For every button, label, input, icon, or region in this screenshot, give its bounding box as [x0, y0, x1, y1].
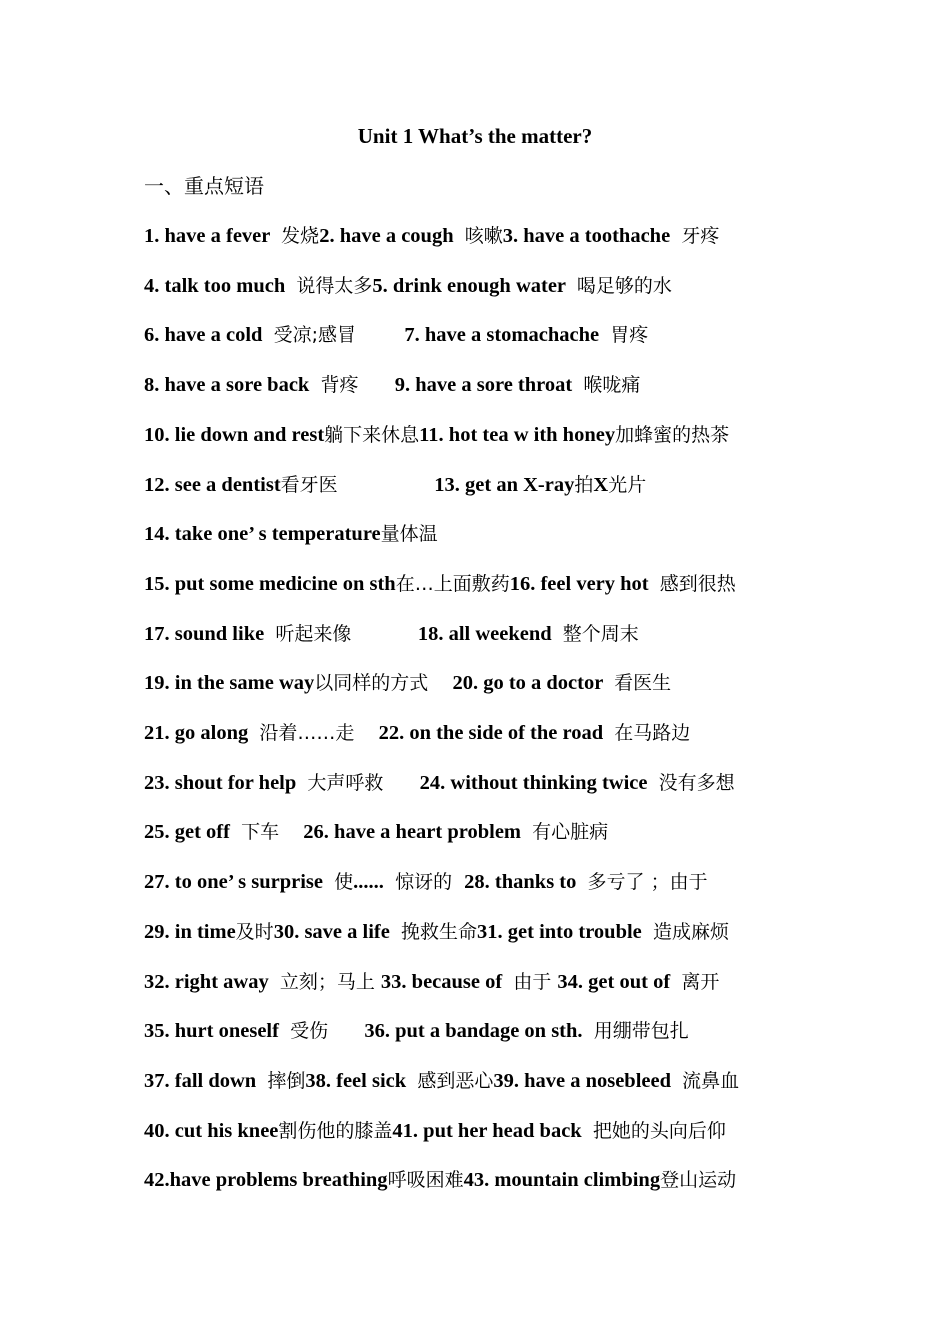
phrase-line: [144, 668, 671, 698]
phrase-chinese: 感到很热: [653, 572, 736, 595]
phrase-chinese: 感到恶心: [411, 1069, 494, 1092]
phrase-english: 18. all weekend: [417, 622, 557, 645]
phrase-english: 23. shout for help: [144, 771, 302, 794]
phrase-english: 8. have a sore back: [144, 374, 315, 397]
phrase-chinese: 离开: [675, 970, 720, 993]
phrase-chinese: 使: [328, 871, 354, 894]
phrase-line: [144, 867, 708, 897]
phrase-english: 22. on the side of the road: [378, 722, 609, 744]
phrase-line: [144, 768, 735, 798]
phrase-chinese: 看医生: [608, 672, 672, 695]
phrase-english: 36. put a bandage on sth.: [364, 1020, 588, 1043]
phrase-english: 14. take one’ s temperature: [144, 523, 381, 546]
phrase-chinese: 用绷带包扎: [587, 1020, 689, 1043]
phrase-english: 17. sound like: [144, 622, 270, 645]
phrase-english: ......: [353, 871, 390, 894]
phrase-chinese: 造成麻烦: [646, 920, 729, 943]
phrase-chinese: 登山运动: [660, 1169, 737, 1192]
phrase-chinese: 割伤他的膝盖: [278, 1119, 393, 1142]
phrase-chinese: 躺下来休息: [324, 423, 420, 446]
phrase-english: 37. fall down: [144, 1069, 262, 1092]
phrase-line: [144, 718, 690, 748]
phrase-english: 25. get off: [144, 821, 236, 844]
phrase-english: 34. get out of: [557, 970, 676, 993]
phrase-chinese: 喉咙痛: [577, 374, 641, 397]
phrase-chinese: 说得太多: [290, 274, 373, 297]
phrase-english: X: [593, 473, 609, 496]
phrase-chinese: 咳嗽: [458, 225, 503, 247]
phrase-english: 11. hot tea w ith honey: [419, 423, 616, 446]
phrase-line: [144, 519, 438, 549]
phrase-english: 29. in time: [144, 920, 236, 943]
phrase-chinese: 喝足够的水: [570, 274, 672, 297]
phrase-line: [144, 569, 736, 599]
phrase-chinese: 受伤: [284, 1020, 365, 1043]
phrase-line: [144, 1066, 739, 1096]
phrase-english: 16. feel very hot: [509, 572, 654, 595]
phrase-line: [144, 320, 648, 350]
phrase-chinese: 流鼻血: [676, 1069, 740, 1092]
section-heading: 一、重点短语: [144, 174, 264, 198]
phrase-english: 6. have a cold: [144, 324, 268, 347]
phrase-chinese: 胃疼: [604, 324, 649, 347]
phrase-chinese: 及时: [235, 920, 274, 943]
phrase-chinese: 发烧: [275, 225, 320, 247]
phrase-english: 19. in the same way: [144, 672, 315, 695]
phrase-chinese: 摔倒: [261, 1069, 306, 1092]
phrase-english: 33. because of: [380, 970, 508, 993]
phrase-english: 1. have a fever: [144, 225, 276, 247]
phrase-english: 43. mountain climbing: [463, 1169, 661, 1192]
phrase-chinese: 在…上面敷药: [395, 572, 510, 595]
phrase-chinese: 大声呼救: [301, 771, 420, 794]
phrase-line: [144, 420, 729, 450]
phrase-line: [144, 917, 729, 947]
phrase-english: 12. see a dentist: [144, 473, 281, 496]
phrase-chinese: 立刻；马上: [273, 970, 381, 993]
phrase-chinese: 牙疼: [675, 225, 720, 247]
phrase-line: [144, 619, 639, 649]
phrase-line: [144, 470, 646, 500]
phrase-english: 4. talk too much: [144, 274, 291, 297]
phrase-english: 2. have a cough: [319, 225, 459, 247]
phrase-chinese: 光片: [608, 473, 647, 496]
phrase-line: [144, 221, 719, 251]
phrase-line: [144, 1016, 689, 1046]
phrase-chinese: 背疼: [314, 374, 395, 397]
phrase-english: 15. put some medicine on sth: [144, 572, 396, 595]
phrase-english: 9. have a sore throat: [394, 374, 578, 397]
phrase-chinese: 拍: [574, 473, 594, 496]
phrase-chinese: 把她的头向后仰: [586, 1119, 726, 1142]
phrase-chinese: 有心脏病: [526, 821, 609, 844]
phrase-chinese: 多亏了 ；由于: [581, 871, 708, 894]
phrase-english: 41. put her head back: [392, 1119, 587, 1142]
phrase-line: [144, 817, 608, 847]
phrase-english: 13. get an X-ray: [434, 473, 575, 496]
phrase-english: 10. lie down and rest: [144, 423, 325, 446]
phrase-english: 24. without thinking twice: [419, 771, 653, 794]
page-title: Unit 1 What’s the matter?: [357, 124, 593, 148]
phrase-english: 3. have a toothache: [502, 225, 676, 247]
phrase-english: 32. right away: [144, 970, 274, 993]
phrase-chinese: 听起来像: [269, 622, 418, 645]
phrase-line: [144, 1116, 726, 1146]
phrase-chinese: 下车: [235, 821, 304, 844]
phrase-english: 35. hurt oneself: [144, 1020, 285, 1043]
phrase-line: [144, 271, 672, 301]
phrase-chinese: 惊讶的: [389, 871, 465, 894]
phrase-chinese: 受凉;感冒: [267, 324, 405, 347]
phrase-english: 5. drink enough water: [372, 274, 571, 297]
phrase-english: 38. feel sick: [305, 1069, 412, 1092]
phrase-line: [144, 370, 640, 400]
phrase-english: 39. have a nosebleed: [493, 1069, 677, 1092]
phrase-english: 27. to one’ s surprise: [144, 871, 329, 894]
phrase-chinese: 整个周末: [556, 622, 639, 645]
phrase-english: 20. go to a doctor: [452, 672, 609, 695]
phrase-chinese: 加蜂蜜的热茶: [615, 423, 730, 446]
phrase-chinese: 没有多想: [652, 771, 735, 794]
phrase-english: 26. have a heart problem: [303, 821, 527, 844]
phrase-chinese: 看牙医: [280, 473, 435, 496]
phrase-english: 42.have problems breathing: [144, 1169, 388, 1192]
phrase-english: 7. have a stomachache: [404, 324, 605, 347]
phrase-chinese: 以同样的方式: [314, 672, 453, 695]
phrase-chinese: 沿着……走: [253, 722, 379, 744]
phrase-line: [144, 1165, 736, 1195]
phrase-chinese: 呼吸困难: [387, 1169, 464, 1192]
phrase-english: 30. save a life: [273, 920, 395, 943]
phrase-english: 21. go along: [144, 722, 254, 744]
phrase-chinese: 挽救生命: [394, 920, 478, 943]
phrase-line: [144, 967, 719, 997]
phrase-english: 40. cut his knee: [144, 1119, 279, 1142]
phrase-english: 28. thanks to: [464, 871, 582, 894]
phrase-chinese: 量体温: [380, 523, 438, 546]
phrase-chinese: 由于: [507, 970, 558, 993]
phrase-english: 31. get into trouble: [477, 920, 647, 943]
phrase-chinese: 在马路边: [608, 722, 691, 744]
